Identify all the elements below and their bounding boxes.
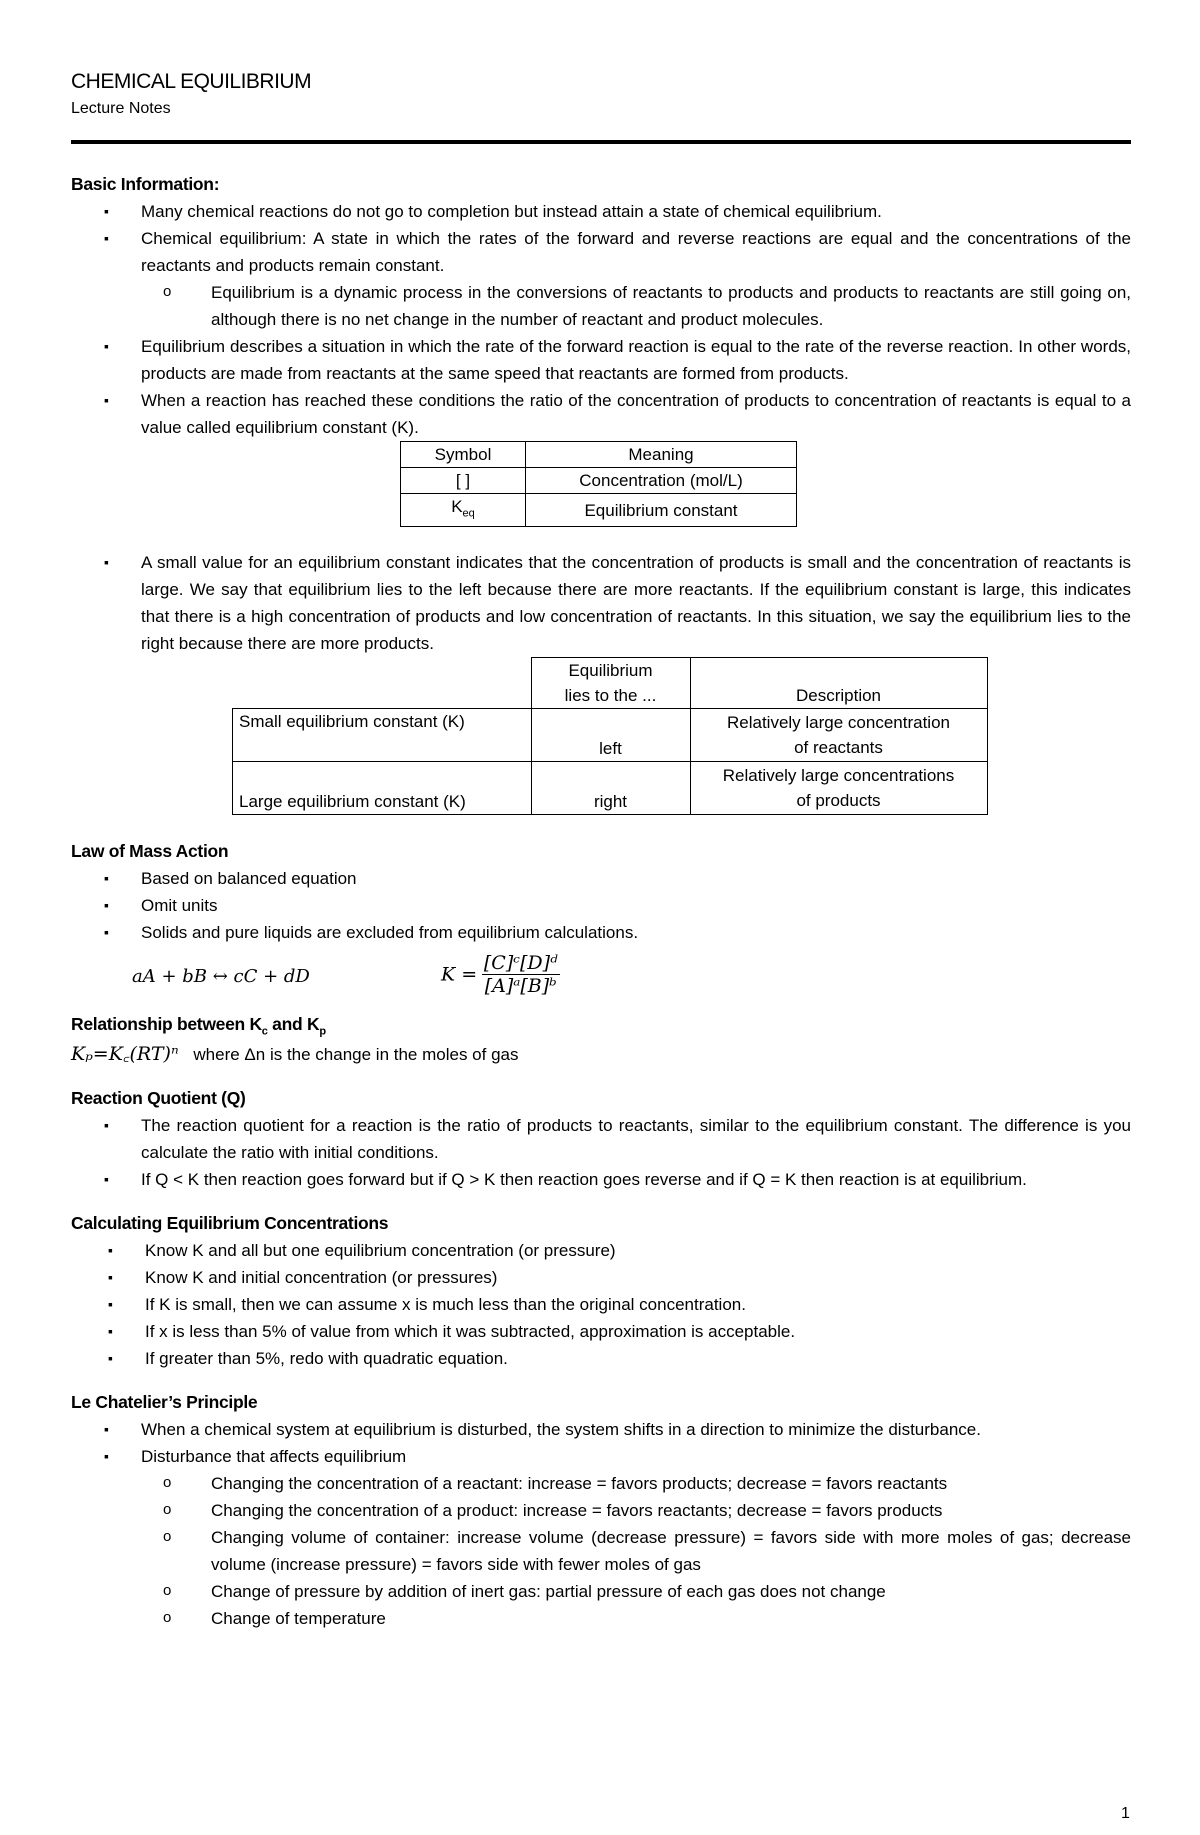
document-page [71, 70, 1131, 1646]
list-item: ▪ The reaction quotient for a reaction is the ratio of products to reactants, similar to the equilibrium constant. The difference is you calculate the ratio with initial conditions. [71, 1112, 1131, 1166]
list-item: ▪ Based on balanced equation [71, 865, 1131, 892]
section-heading: Basic Information: [71, 174, 220, 194]
table-cell: Equilibrium constant [526, 494, 797, 527]
list-item: ▪ Omit units [71, 892, 1131, 919]
table-cell: left [531, 709, 690, 762]
cell-line: Relatively large concentration [726, 713, 950, 733]
bullet-list [71, 549, 1131, 657]
section-heading: Reaction Quotient (Q) [71, 1087, 246, 1108]
list-item: ▪ Know K and initial concentration (or pressures) [71, 1264, 1131, 1291]
page-number: 1 [1121, 1805, 1130, 1822]
list-item: ▪ A small value for an equilibrium constant indicates that the concentration of products is small and the concentration of reactants is large. We say that equilibrium lies to the left because there are more reactants. If the equilibrium constant is large, this indicates that there is a high concentration of products and low concentration of reactants. In this situation, we say the equilibrium lies to the right because there are more products. [71, 549, 1131, 657]
list-item [71, 225, 1131, 333]
list-item [71, 1443, 1131, 1632]
table-cell [401, 494, 526, 527]
table-header: Description [690, 658, 987, 709]
bullet-list [71, 1237, 1131, 1372]
table-cell: right [531, 762, 690, 815]
kp-formula: Kₚ=K꜀(RT)ⁿ [71, 1042, 179, 1065]
sub-list [141, 279, 1131, 333]
table-row [233, 709, 988, 762]
k-fraction [482, 952, 560, 997]
heading-subscript: p [319, 1025, 326, 1038]
list-item: ▪ Know K and all but one equilibrium concentration (or pressure) [71, 1237, 1131, 1264]
bullet-list [71, 1416, 1131, 1632]
sub-list-item: o Change of pressure by addition of inert gas: partial pressure of each gas does not change [141, 1578, 1131, 1605]
sub-list-item: o Changing the concentration of a product: increase = favors reactants; decrease = favors products [141, 1497, 1131, 1524]
section-le-chatelier [71, 1392, 1131, 1632]
heading-part: and K [267, 1014, 320, 1035]
table-row [401, 494, 797, 527]
heading-subscript: c [261, 1025, 268, 1038]
symbol-table [400, 441, 797, 527]
table-row [233, 762, 988, 815]
sub-list [141, 1470, 1131, 1632]
table-cell [690, 762, 987, 815]
equilibrium-constant-table [232, 657, 988, 815]
section-heading [71, 1014, 1131, 1038]
table-cell: Concentration (mol/L) [526, 468, 797, 494]
fraction-numerator: [C]ᶜ[D]ᵈ [483, 952, 558, 975]
cell-line: of products [796, 791, 881, 811]
table-header: Symbol [401, 442, 526, 468]
section-reaction-quotient [71, 1088, 1131, 1193]
bullet-list [71, 1112, 1131, 1193]
list-item: ▪ Equilibrium describes a situation in which the rate of the forward reaction is equal to the rate of the reverse reaction. In other words, products are made from reactants at the same speed that reactants are formed from products. [71, 333, 1131, 387]
section-calculating-equilibrium [71, 1213, 1131, 1372]
page-subtitle: Lecture Notes [71, 100, 171, 117]
table-row [401, 442, 797, 468]
k-label: K = [441, 963, 478, 986]
list-item: ▪ If x is less than 5% of value from which it was subtracted, approximation is acceptable. [71, 1318, 1131, 1345]
k-symbol: K [451, 497, 463, 516]
table-header: Meaning [526, 442, 797, 468]
table-header [531, 658, 690, 709]
table-cell-empty [233, 658, 532, 709]
section-heading: Le Chatelier’s Principle [71, 1391, 258, 1412]
table-cell: Large equilibrium constant (K) [233, 762, 532, 815]
cell-line: Relatively large concentrations [722, 766, 955, 786]
list-item: ▪ When a reaction has reached these conditions the ratio of the concentration of products to concentration of reactants is equal to a value called equilibrium constant (K). [71, 387, 1131, 441]
list-item: ▪ When a chemical system at equilibrium is disturbed, the system shifts in a direction to minimize the disturbance. [71, 1416, 1131, 1443]
list-item-text: Chemical equilibrium: A state in which the rates of the forward and reverse reactions are equal and the concentrations of the reactants and products remain constant. [141, 229, 1131, 275]
sub-list-item: o Changing volume of container: increase volume (decrease pressure) = favors side with more moles of gas; decrease volume (increase pressure) = favors side with fewer moles of gas [141, 1524, 1131, 1578]
list-item: ▪ If greater than 5%, redo with quadratic equation. [71, 1345, 1131, 1372]
kp-formula-note: where Δn is the change in the moles of gas [193, 1044, 519, 1064]
table-row [233, 658, 988, 709]
reaction-equation: aA + bB ↔ cC + dD [132, 966, 310, 988]
list-item: ▪ If K is small, then we can assume x is much less than the original concentration. [71, 1291, 1131, 1318]
header-line: lies to the ... [564, 686, 657, 706]
fraction-denominator: [A]ᵃ[B]ᵇ [484, 975, 557, 998]
table-cell: Small equilibrium constant (K) [233, 709, 532, 762]
kp-formula-line [71, 1041, 1131, 1068]
header-line: Equilibrium [568, 661, 653, 681]
page-title: CHEMICAL EQUILIBRIUM [71, 70, 312, 93]
cell-line: of reactants [794, 738, 883, 758]
list-item: ▪ If Q < K then reaction goes forward but if Q > K then reaction goes reverse and if Q = K then reaction is at equilibrium. [71, 1166, 1131, 1193]
equilibrium-equation [71, 950, 1131, 1006]
section-heading: Law of Mass Action [71, 841, 229, 862]
table-cell [690, 709, 987, 762]
section-basic-information [71, 174, 1131, 815]
table-row [401, 468, 797, 494]
bullet-list [71, 865, 1131, 946]
table-cell: [ ] [401, 468, 526, 494]
section-kc-kp-relationship [71, 1014, 1131, 1068]
heading-part: Relationship between K [71, 1014, 262, 1035]
section-law-of-mass-action [71, 841, 1131, 1006]
list-item: ▪ Many chemical reactions do not go to completion but instead attain a state of chemical equilibrium. [71, 198, 1131, 225]
sub-list-item: o Changing the concentration of a reactant: increase = favors products; decrease = favors reactants [141, 1470, 1131, 1497]
sub-list-item: o Change of temperature [141, 1605, 1131, 1632]
header-rule [71, 140, 1131, 144]
k-subscript: eq [462, 507, 475, 520]
list-item-text: Disturbance that affects equilibrium [141, 1446, 407, 1466]
sub-list-item: o Equilibrium is a dynamic process in the conversions of reactants to products and products to reactants are still going on, although there is no net change in the number of reactant and product molecules. [141, 279, 1131, 333]
section-heading: Calculating Equilibrium Concentrations [71, 1212, 389, 1233]
bullet-list [71, 198, 1131, 441]
list-item: ▪ Solids and pure liquids are excluded from equilibrium calculations. [71, 919, 1131, 946]
